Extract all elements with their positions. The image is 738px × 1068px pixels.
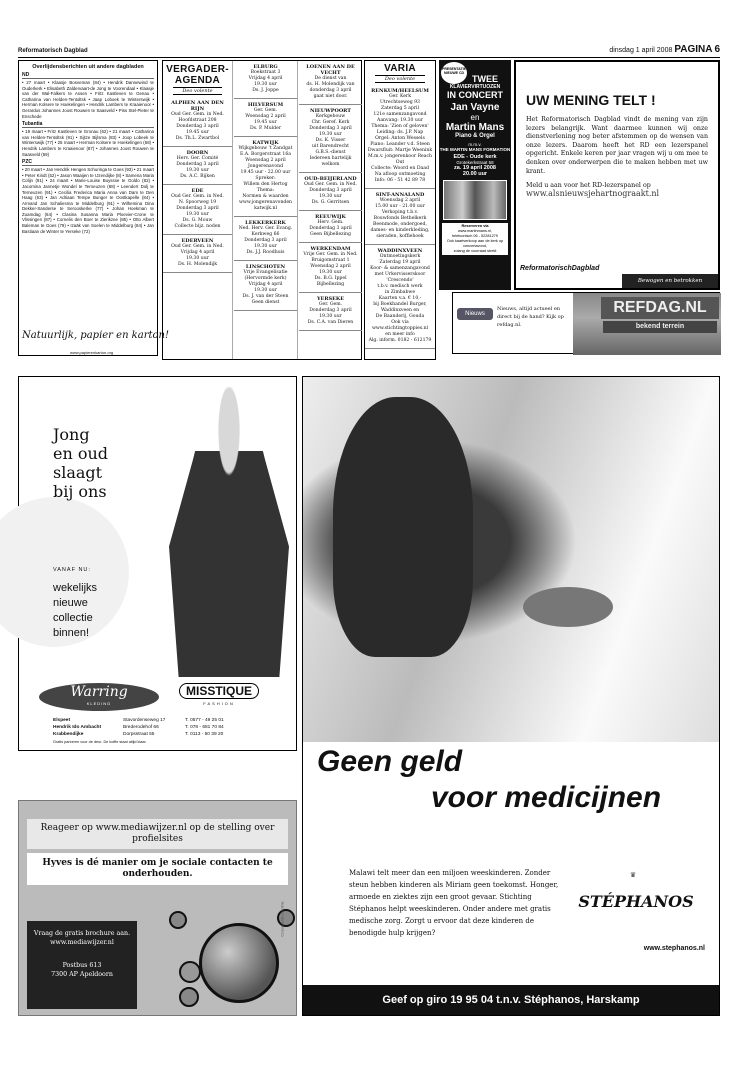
- entry-line: Ds. G. Gerritsen: [311, 200, 350, 205]
- entry-line: Iedereen hartelijk welkom: [309, 156, 352, 167]
- entry-line: Willem den Hertog: [243, 182, 288, 187]
- agenda-entry: [365, 189, 435, 245]
- entry-line: N. Spoorweg 19: [178, 200, 217, 205]
- entry-line: Oud Ger. Gem. in Ned.: [171, 194, 224, 199]
- store-city: Elspeet: [53, 718, 71, 723]
- collection-line: wekelijks: [53, 582, 98, 594]
- varia-entries: [365, 85, 435, 349]
- cd-badge: PRESENTATIE NIEUWE CD: [441, 62, 467, 84]
- obit-section-label: Tubantia: [22, 121, 154, 128]
- entry-line: Geen Bijbellezing: [310, 232, 351, 237]
- opinion-cta: Meld u aan voor het RD-lezerspanel op: [526, 182, 651, 190]
- entry-line: G.B.S.-dienst: [315, 150, 346, 155]
- entry-line: M.m.v. jongerenkoor Reach Out: [367, 154, 433, 165]
- entry-line: Boekstraat 3: [250, 70, 281, 75]
- entry-line: Na afloop ontmoeting: [374, 172, 426, 177]
- entry-line: gaat niet door.: [313, 94, 348, 99]
- entry-line: Bruigomstraat 1: [311, 258, 350, 263]
- misstique-logo: [179, 683, 259, 715]
- entry-line: Ds. H. Molendijk: [177, 262, 218, 267]
- entry-line: Alg. inform. 0182 - 612179: [368, 338, 432, 343]
- entry-line: Beenmode, ondergoed,: [373, 222, 427, 227]
- entry-line: in Zimbabwe: [384, 290, 416, 295]
- entry-line: Zaterdag 19 april: [379, 260, 421, 265]
- entry-line: 19.30 uur: [319, 270, 342, 275]
- entry-line: Verkoping t.b.v.: [381, 210, 419, 215]
- entry-line: Donderdag 3 april: [176, 124, 219, 129]
- agenda-entry: [234, 217, 297, 261]
- stephanos-h1: Geen geld: [317, 745, 463, 778]
- news-badge: Nieuws: [457, 308, 493, 320]
- entry-line: 19.30 uur: [254, 288, 277, 293]
- agenda-entry: [234, 61, 297, 99]
- entry-place: LEKKERKERK: [245, 220, 286, 226]
- paper-signature-url: www.papierenkarton.org: [70, 350, 114, 355]
- entry-line: Ds. J.J. Roodhuis: [246, 250, 285, 255]
- entry-line: Zaterdag 5 april: [381, 106, 419, 111]
- agenda-entry: [299, 211, 362, 243]
- obituaries-box: [18, 60, 158, 356]
- agenda-entry: [299, 293, 362, 331]
- mw-contact: [27, 921, 137, 1009]
- agenda-title: VERGADER-AGENDA: [166, 64, 229, 86]
- entry-line: 19.30 uur: [186, 256, 209, 261]
- agenda-box: [162, 60, 362, 360]
- store-addr: Dorpsstraat 55: [123, 732, 155, 737]
- agenda-entry: [365, 245, 435, 349]
- concert-address: Grotekerkstraat 58: [456, 160, 494, 165]
- entry-place: EDERVEEN: [181, 238, 214, 244]
- entry-line: Kerkweg 66: [251, 232, 280, 237]
- entry-line: Donderdag 3 april: [309, 126, 352, 131]
- entry-line: Vrije Ger. Gem. in Ned.: [303, 252, 358, 257]
- misstique-name: MISSTIQUE: [179, 683, 259, 699]
- entry-line: Orgel: Anton Wessels: [375, 136, 425, 141]
- entry-line: www.jongerenavonden katwijk.nl: [238, 200, 293, 211]
- entry-line: Ds. B.G. Ippel: [314, 276, 347, 281]
- entry-line: 19.30 uur: [319, 314, 342, 319]
- obit-section-label: ND: [22, 72, 154, 79]
- concert-time: 20.00 uur: [462, 171, 488, 177]
- entry-place: ALPHEN AAN DEN RIJN: [171, 100, 224, 112]
- entry-place: REEUWIJK: [315, 214, 346, 220]
- entry-line: donderdag 3 april: [309, 88, 352, 93]
- entry-line: 19.30 uur: [254, 82, 277, 87]
- agenda-col-2: [234, 61, 298, 359]
- entry-line: Woensdag 2 april: [310, 264, 351, 269]
- entry-line: Herv. Ger. Comité: [176, 156, 219, 161]
- concert-two: TWEE: [472, 74, 498, 84]
- rd-logo: ReformatorischDagblad: [520, 265, 600, 272]
- varia-title: VARIA: [365, 63, 435, 74]
- entry-place: YERSEKE: [316, 296, 345, 302]
- opinion-body: Het Reformatorisch Dagblad vindt de mening van zijn lezers belangrijk. Want daarmee kunnen wij onze dienstverlening nog beter afstemmen op de wensen van onze lezers. Daarom heeft het RD een lezerspanel opgericht. Enkele keren per jaar vragen wij u om mee te denken over onderwerpen die te maken hebben met uw krant.: [526, 116, 708, 175]
- store-list: [53, 717, 255, 738]
- obit-section-text: • 19 maart • Fritz Kastleven te Gronau (62) • 21 maart • Catharina van Helden-Tentoltsk (91) • Sijtze Bijlsma (83) • Joop Lobeek te Winterswijk (77) • 25 maart • Herman Kolsere te Hoekelingen (68) • Hendrik Lambers te Kraaienoor (87) • Johannes Joost Rouwen te Saasveld (59): [22, 129, 154, 157]
- entry-line: Oud Ger. Gem. in Ned.: [171, 244, 224, 249]
- entry-line: ds. H. Molendijk van: [306, 82, 355, 87]
- opinion-ad: [514, 60, 720, 290]
- entry-line: Woensdag 2 april: [245, 158, 286, 163]
- obituaries-title: Overlijdensberichten uit andere dagbladen: [32, 64, 144, 70]
- performer-2: Martin Mans: [445, 122, 505, 133]
- entry-line: Dwarsfluit: Martje Weenink: [367, 148, 433, 153]
- entry-place: OUD-BEIJERLAND: [304, 176, 357, 182]
- entry-line: Hoofdstraat 208: [178, 118, 217, 123]
- entry-line: 19.30 uur: [319, 132, 342, 137]
- entry-line: 19.45 uur: [254, 120, 277, 125]
- concert-ad: [439, 60, 511, 290]
- smiley-small-icon: [169, 911, 187, 929]
- agenda-entry: [234, 261, 297, 311]
- agenda-entries: [163, 97, 232, 273]
- headline-line: slaagt: [53, 463, 103, 482]
- entry-line: E.A. Borgerstraat 16a: [239, 152, 291, 157]
- store-city: Krabbendijke: [53, 732, 84, 737]
- entry-place: KATWIJK: [252, 140, 279, 146]
- entry-line: Collecte: Woord en Daad: [371, 166, 429, 171]
- entry-line: bij Boekhandel Burger,: [373, 302, 427, 307]
- entry-line: 19.45 uur: [186, 130, 209, 135]
- entry-place: WERKENDAM: [310, 246, 351, 252]
- concert-en: en: [470, 113, 480, 122]
- entry-line: Chr. Geref. Kerk: [311, 120, 350, 125]
- entry-line: Vrije Evangelisatie: [243, 270, 288, 275]
- mw-cta: Vraag de gratis brochure aan.: [33, 930, 131, 937]
- entry-line: Donderdag 3 april: [176, 162, 219, 167]
- entry-line: Ds. J. van der Steen: [242, 294, 289, 299]
- agenda-entry: [163, 147, 232, 185]
- store-row: [53, 731, 255, 738]
- agenda-entry: [299, 243, 362, 293]
- paper-name: Reformatorisch Dagblad: [18, 48, 88, 54]
- concert-phone: telefoonisch 06 - 52281279: [452, 234, 498, 238]
- parking-note: Gratis parkeren voor de deur. De koffie staat altijd klaar.: [53, 740, 147, 744]
- refdag-sign: REFDAG.NL: [601, 297, 719, 319]
- concert-choir: THE MARTIN MANS FORMATION: [439, 147, 511, 152]
- agenda-subtitle: Deo volente: [173, 87, 222, 95]
- entry-place: WADDINXVEEN: [377, 248, 423, 254]
- agenda-entry: [299, 105, 362, 173]
- entry-line: 19.30 uur: [254, 244, 277, 249]
- entry-line: Bijbellezing: [316, 282, 345, 287]
- concert-reserve: Reserveren via: [461, 224, 489, 228]
- entry-line: Normen & waarden: [242, 194, 289, 199]
- collection-line: nieuwe: [53, 597, 88, 609]
- entry-place: LOENEN AAN DE VECHT: [306, 64, 355, 76]
- entry-line: 121e samenzangavond: [373, 112, 427, 117]
- entry-line: Piano: Leander v.d. Steen: [370, 142, 430, 147]
- entry-line: (Hervormde kerk): [244, 276, 287, 281]
- entry-line: Thema:: [256, 188, 275, 193]
- entry-line: Donderdag 3 april: [309, 226, 352, 231]
- entry-place: SINT-ANNALAND: [375, 192, 425, 198]
- entry-line: Ook via: [391, 320, 409, 325]
- entry-line: Kerkgebouw: [315, 114, 346, 119]
- agenda-entry: [299, 173, 362, 211]
- entry-line: Donderdag 3 april: [309, 308, 352, 313]
- entry-line: Ger. Gem.: [253, 108, 278, 113]
- entry-line: Ger. Gem.: [318, 302, 343, 307]
- entry-line: Woensdag 2 april: [379, 198, 421, 203]
- entry-place: NIEUWPOORT: [310, 108, 351, 114]
- entry-line: Bouwfonds Bethelkerk: [373, 216, 427, 221]
- agenda-entry: [365, 85, 435, 189]
- headline-line: Jong: [53, 425, 90, 444]
- warring-sub: KLEDING: [86, 701, 112, 706]
- entry-line: Wijkgebouw 't Zandgat: [238, 146, 293, 151]
- misstique-sub: FASHION: [203, 701, 235, 706]
- entry-line: Geen dienst: [251, 300, 280, 305]
- entry-place: RENKUM/HEELSUM: [371, 88, 429, 94]
- entry-line: Ds. C.A. van Dieren: [307, 320, 354, 325]
- entry-line: Oud Ger. Gem. in Ned.: [304, 182, 357, 187]
- stephanos-h2: voor medicijnen: [431, 781, 662, 814]
- entry-line: Ger. Kerk: [388, 94, 411, 99]
- varia-box: [364, 60, 436, 360]
- opinion-title: UW MENING TELT !: [526, 92, 656, 108]
- page-number: 6: [714, 44, 720, 55]
- entry-line: Vrijdag 4 april: [248, 282, 283, 287]
- entry-line: Ds. G. Mouw: [182, 218, 213, 223]
- entry-line: Ds. A.C. Bijken: [180, 174, 215, 179]
- entry-line: uit Barendrecht: [312, 144, 349, 149]
- obit-section-text: • 27 maart • Klaasje Bosveman (84) • Hendrik Dannewind te Ouderkerk • Elisabeth Zaldervaart-de Jong te Voorendaal • Klaasje van der Wal-Falkers te Assen • Fritz Kastleven te Genau • Catharina van Helden-Tentoltsk • Jaap Loboek te Winterswijk • Herman Kolsere te Hoekelingen • Hendrik Lambers te Kraaienoor • Gerardus Johannes Joost Rouwen te Saasveld • Piss Stel-Pieter te Enschede: [22, 80, 154, 119]
- store-row: [53, 724, 255, 731]
- page-date: dinsdag 1 april 2008: [609, 47, 673, 54]
- mw-question: Reageer op www.mediawijzer.nl op de stelling over profielsites: [27, 819, 288, 849]
- entry-line: Info: 06 - 51 42 89 78: [374, 178, 426, 183]
- entry-place: HILVERSUM: [247, 102, 284, 108]
- stephanos-url: www.stephanos.nl: [643, 945, 705, 952]
- concert-venue: EDE - Oude kerk: [453, 154, 497, 160]
- warring-name: Warring: [70, 684, 128, 700]
- vanaf-label: VANAF NU:: [53, 567, 91, 573]
- smiley-small-icon: [179, 961, 201, 983]
- concert-kv: KLAVIERVIRTUOZEN: [449, 84, 501, 90]
- header-rule: [18, 57, 720, 58]
- child-figure: [333, 397, 473, 657]
- entry-line: 19.45 uur - 22.00 uur: [240, 170, 291, 175]
- entry-place: EDE: [191, 188, 204, 194]
- entry-line: dames- en kinderkleding,: [370, 228, 430, 233]
- stephanos-giro: Geef op giro 19 95 04 t.n.v. Stéphanos, Harskamp: [303, 985, 719, 1015]
- smiley-big-icon: [199, 923, 279, 1003]
- entry-line: Ds. Th.L. Zwartbol: [175, 136, 220, 141]
- varia-subtitle: Deo volente: [375, 75, 425, 83]
- rd-slogan: Bewogen en betrokken: [622, 274, 718, 288]
- stephanos-logo: STÉPHANOS: [578, 892, 694, 911]
- refdag-ad: [452, 292, 720, 354]
- model-photo: [169, 387, 289, 677]
- entry-line: 15.00 uur - 21.00 uur: [375, 204, 425, 209]
- store-tel: T. 0577 - 49 25 01: [185, 718, 224, 723]
- entry-place: ELBURG: [253, 64, 278, 70]
- concert-date: za. 19 april 2008: [454, 165, 496, 171]
- entry-line: Collecte bijz. noden: [174, 224, 221, 229]
- entry-place: DOORN: [186, 150, 209, 156]
- agenda-entry: [163, 185, 232, 235]
- entry-line: Vrijdag 4 april: [180, 250, 215, 255]
- entry-line: Ned. Herv. Ger. Evang.: [238, 226, 293, 231]
- entry-line: Jongerenavond: [247, 164, 284, 169]
- store-tel: T. 0113 - 50 39 20: [185, 732, 224, 737]
- mw-statement: Hyves is dé manier om je sociale contacten te onderhouden.: [27, 853, 288, 885]
- entry-line: Aanvang: 19.30 uur: [377, 118, 423, 123]
- agenda-entry: [234, 137, 297, 217]
- concert-stock: zolang de voorraad strekt: [453, 249, 497, 253]
- store-addr: Stavordenseweg 17: [123, 718, 166, 723]
- paper-signature: Natuurlijk, papier en karton!: [22, 330, 169, 341]
- entry-line: www.stichtingtoppies.nl: [371, 326, 429, 331]
- headline-line: en oud: [53, 444, 109, 463]
- agenda-entry: [163, 97, 232, 147]
- concert-instruments: Piano & Orgel: [455, 133, 495, 139]
- entry-line: Herv. Gem.: [317, 220, 344, 225]
- entry-line: Thema: 'Zien of geloven': [371, 124, 429, 129]
- crown-icon: ♛: [629, 872, 637, 879]
- entry-place: LINSCHOTEN: [245, 264, 286, 270]
- refdag-sign-sub: bekend terrein: [603, 321, 717, 333]
- entry-line: 19.30 uur: [186, 168, 209, 173]
- entry-line: Kaarten v.a. € 10,-: [378, 296, 422, 301]
- concert-inc: IN CONCERT: [447, 90, 503, 100]
- agenda-col-1: [163, 61, 233, 359]
- entry-line: De dienst van: [314, 76, 347, 81]
- opinion-url: www.alsnieuwsjehartnograakt.nl: [526, 189, 660, 199]
- store-addr: Brederodehof 66: [123, 725, 159, 730]
- mw-post: Postbus 613: [62, 962, 102, 969]
- entry-line: Woensdag 2 april: [245, 114, 286, 119]
- agenda-entry: [299, 61, 362, 105]
- entry-line: 'Crescendo': [386, 278, 414, 283]
- mw-postcode: 7300 AP Apeldoorn: [51, 971, 113, 978]
- stephanos-body: Malawi telt meer dan een miljoen weeskinderen. Zonder steun hebben kinderen als Miriam geen toekomst. Honger, armoede en ziektes zijn een groot gevaar. Stichting Stéphanos helpt weeskinderen. Onder andere met gratis medische zorg. Zorgt u ervoor dat deze kinderen de benodigde hulp krijgen?: [349, 869, 559, 937]
- entry-line: Ds. J. Joppe: [252, 88, 279, 93]
- page-label: PAGINA: [674, 44, 713, 55]
- entry-line: Waddinxveen en: [380, 308, 420, 313]
- news-text: Nieuws, altijd actueel en direct bij de hand? Kijk op refdag.nl.: [497, 306, 564, 328]
- entry-line: Vrijdag 4 april: [248, 76, 283, 81]
- entry-line: Donderdag 3 april: [309, 188, 352, 193]
- entry-line: Spreker:: [255, 176, 276, 181]
- entry-line: Ds. K. Visser: [315, 138, 346, 143]
- entry-line: 19.30 uur: [319, 194, 342, 199]
- entry-line: t.b.v. medisch werk: [377, 284, 423, 289]
- performer-1: Jan Vayne: [450, 102, 500, 113]
- entry-line: Oud Ger. Gem. in Ned.: [171, 112, 224, 117]
- entry-line: Utrechtseweg 93: [380, 100, 420, 105]
- page-header-right: [609, 44, 720, 55]
- ad-credit: Corporate/de.elvestine: [280, 901, 285, 937]
- obit-section-label: PZC: [22, 159, 154, 166]
- performers-photo: [443, 180, 507, 220]
- smiley-small-icon: [179, 987, 199, 1007]
- headline-line: bij ons: [53, 482, 107, 501]
- entry-line: Leiding: ds. J.P. Nap: [376, 130, 424, 135]
- store-row: [53, 717, 255, 724]
- mw-url: www.mediawijzer.nl: [50, 939, 114, 946]
- entry-line: en meer info: [385, 332, 415, 337]
- agenda-entry: [163, 235, 232, 273]
- collection-line: binnen!: [53, 627, 90, 639]
- agenda-col-3: [299, 61, 362, 359]
- entry-line: Ontmoetingskerk: [379, 254, 421, 259]
- entry-line: 19.30 uur: [186, 212, 209, 217]
- concert-website: www.martinmans.nl,: [458, 229, 492, 233]
- warring-logo: [39, 683, 159, 711]
- fashion-ad: [18, 376, 297, 751]
- bowl-photo: [523, 587, 613, 627]
- concert-presale: Ook kaartverkoop aan de kerk op concertavond,: [446, 239, 504, 248]
- entry-line: De Baanderij, Gouda: [375, 314, 425, 319]
- mediawijzer-ad: [18, 800, 297, 1016]
- store-city: Hendrik Ido Ambacht: [53, 725, 102, 730]
- entry-line: Donderdag 3 april: [244, 238, 287, 243]
- entry-line: sieraden, koffiehoek: [376, 234, 424, 239]
- stephanos-ad: [280, 376, 720, 1016]
- entry-line: Koor- & samenzangavond: [370, 266, 430, 271]
- concert-mmv: m.m.v.: [468, 142, 482, 147]
- entry-line: Donderdag 3 april: [176, 206, 219, 211]
- entry-line: Ds. P. Mulder: [249, 126, 282, 131]
- entry-line: met Urkervisserskoor: [374, 272, 426, 277]
- collection-line: collectie: [53, 612, 93, 624]
- obit-section-text: • 20 maart • Jan Hendrik Hengen Schuringa te Goes (93) • 21 maart • Peter Kindt (52) • Jason Waaijen te IJzendijke (8) • Samena Maria Colijn (91) • 24 maart • Marie-Louise Buyssse te Goldo (82) • Jacomina Jannetje Wondel te Terneuzen (88) • Leendert Dolj te Terneuzen (91) • Cecilia Frederica Maria Anna van Dam te Den Haag (53) • Jan Adriaan Tempe Bunger te Oostkapelle (84) • Armand Jan Schaliesma te Middelburg (91) • Wilhemina Dina Dekker-Sanderse te Serooskerke (77) • Johan Hoekman te Zuamdag (64) • Clasina Susanna Maria Ploevier-Crone te Vlissingen (87) • Cornelis den Boer te Zierikzee (85) • Otto Albert Baleman te Goes (79) • Izaäk van Soelen te Middelburg (84) • Jan Bastiaan de Winter te Yerseke (72): [22, 167, 155, 234]
- agenda-entry: [234, 99, 297, 137]
- store-tel: T. 078 - 681 70 84: [185, 725, 224, 730]
